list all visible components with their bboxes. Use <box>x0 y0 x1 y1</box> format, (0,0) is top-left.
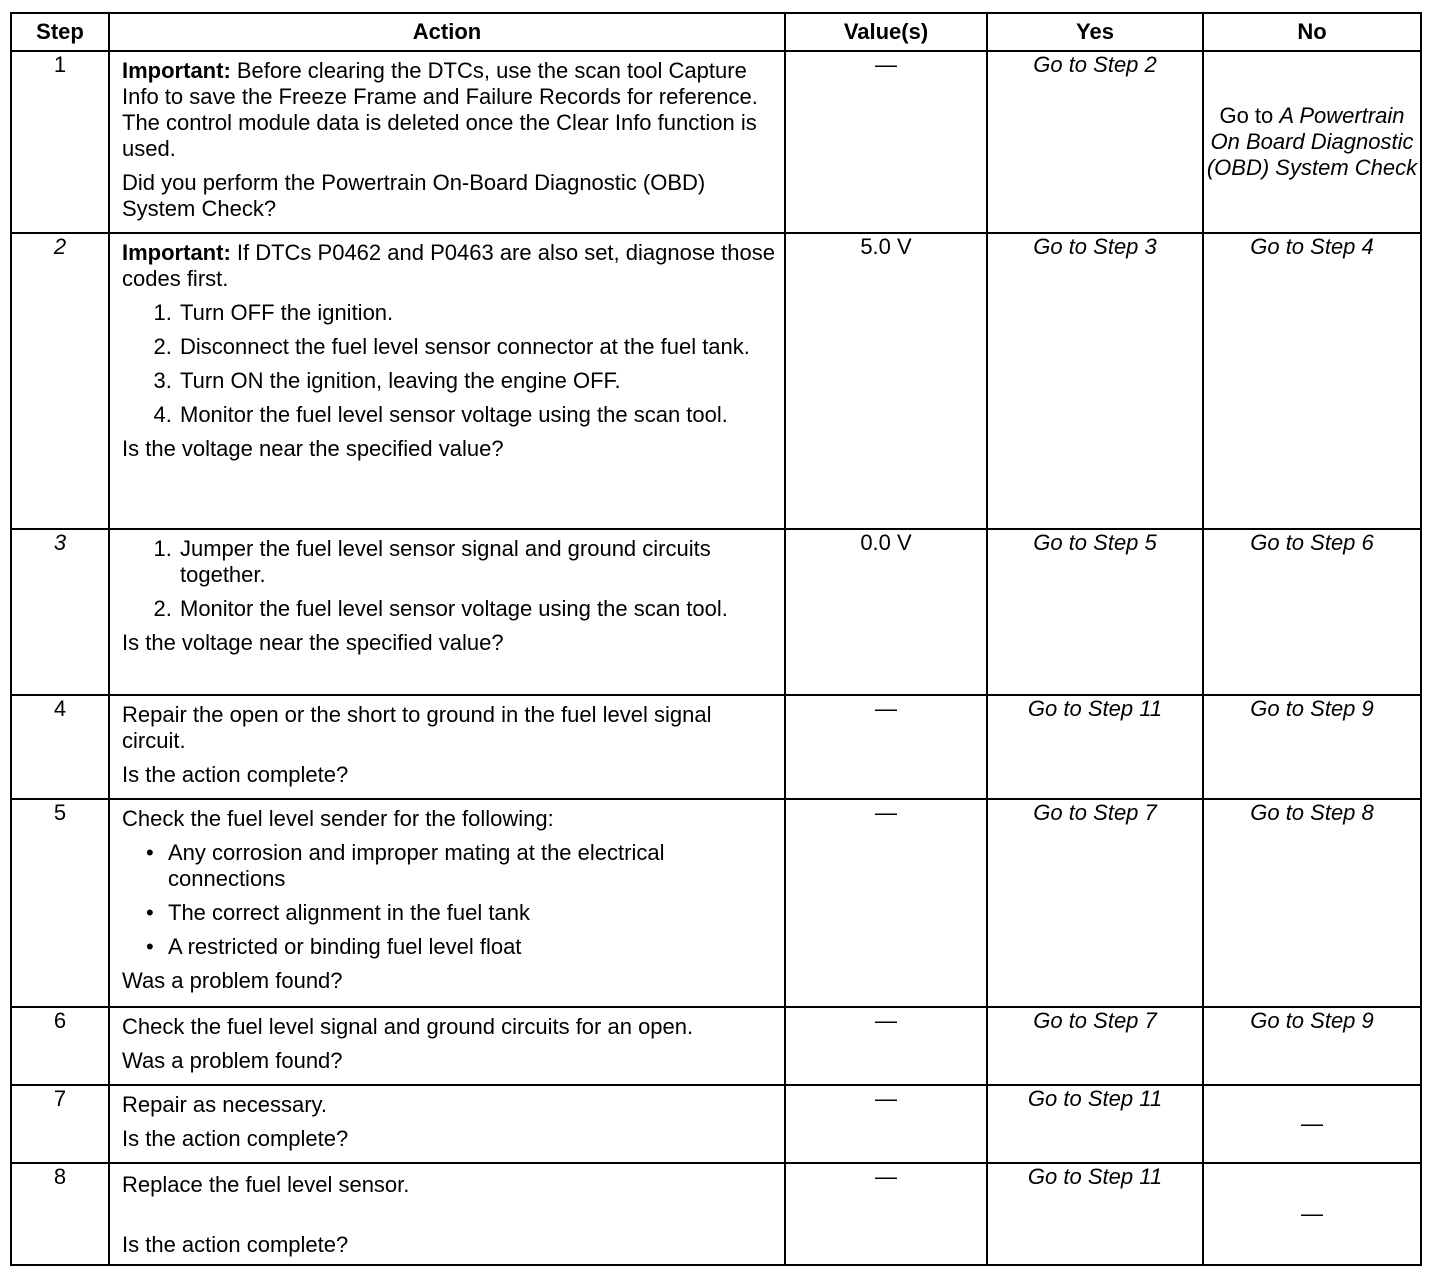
diagnostic-table <box>10 12 1422 1266</box>
step-number: 4 <box>11 695 109 799</box>
action-cell <box>109 51 785 233</box>
value-cell: — <box>785 1163 987 1265</box>
table-row <box>11 1007 1421 1085</box>
table-row <box>11 233 1421 529</box>
yes-cell[interactable]: Go to Step 7 <box>987 1007 1203 1085</box>
table-row <box>11 529 1421 695</box>
action-text: Repair as necessary. <box>122 1092 328 1117</box>
list-item: 3. Turn ON the ignition, leaving the engine OFF. <box>178 368 776 394</box>
header-no: No <box>1203 13 1421 51</box>
list-item: • Any corrosion and improper mating at the electrical connections <box>168 840 776 892</box>
no-cell[interactable]: Go to Step 8 <box>1203 799 1421 1007</box>
header-yes: Yes <box>987 13 1203 51</box>
action-question: Is the voltage near the specified value? <box>122 436 504 461</box>
action-question: Is the action complete? <box>122 762 349 787</box>
step-number: 5 <box>11 799 109 1007</box>
action-cell <box>109 695 785 799</box>
action-text: Check the fuel level signal and ground circuits for an open. <box>122 1014 694 1039</box>
action-text: Replace the fuel level sensor. <box>122 1172 410 1197</box>
action-question: Did you perform the Powertrain On-Board Diagnostic (OBD) System Check? <box>122 170 706 221</box>
action-question: Is the voltage near the specified value? <box>122 630 504 655</box>
important-text: Before clearing the DTCs, use the scan tool Capture Info to save the Freeze Frame and Failure Records for reference. The control module data is deleted once the Clear Info function is used. <box>122 58 758 161</box>
no-link[interactable]: A Powertrain On Board Diagnostic (OBD) System Check <box>1206 103 1418 180</box>
value-cell: — <box>785 695 987 799</box>
list-item: 2. Monitor the fuel level sensor voltage using the scan tool. <box>178 596 776 622</box>
procedure-list <box>122 536 776 622</box>
action-cell <box>109 529 785 695</box>
action-cell <box>109 1007 785 1085</box>
header-row <box>11 13 1421 51</box>
step-number: 8 <box>11 1163 109 1265</box>
table-row <box>11 799 1421 1007</box>
step-number: 2 <box>11 233 109 529</box>
yes-cell[interactable]: Go to Step 11 <box>987 1085 1203 1163</box>
action-cell <box>109 1085 785 1163</box>
yes-cell[interactable]: Go to Step 2 <box>987 51 1203 233</box>
list-item: 4. Monitor the fuel level sensor voltage using the scan tool. <box>178 402 776 428</box>
yes-cell[interactable]: Go to Step 11 <box>987 695 1203 799</box>
action-question: Is the action complete? <box>122 1232 349 1257</box>
action-text: Repair the open or the short to ground in the fuel level signal circuit. <box>122 702 712 753</box>
important-label: Important: <box>122 58 231 83</box>
value-cell: 0.0 V <box>785 529 987 695</box>
no-prefix: Go to <box>1219 103 1280 128</box>
yes-cell[interactable]: Go to Step 7 <box>987 799 1203 1007</box>
important-label: Important: <box>122 240 231 265</box>
yes-cell[interactable]: Go to Step 5 <box>987 529 1203 695</box>
list-item: • A restricted or binding fuel level float <box>168 934 776 960</box>
action-text: Check the fuel level sender for the following: <box>122 806 554 831</box>
step-number: 7 <box>11 1085 109 1163</box>
no-cell[interactable]: Go to Step 4 <box>1203 233 1421 529</box>
value-cell: — <box>785 1007 987 1085</box>
action-cell <box>109 1163 785 1265</box>
action-question: Was a problem found? <box>122 1048 343 1073</box>
action-question: Is the action complete? <box>122 1126 349 1151</box>
yes-cell[interactable]: Go to Step 11 <box>987 1163 1203 1265</box>
no-cell: — <box>1203 1163 1421 1265</box>
important-note <box>122 240 776 292</box>
important-note <box>122 58 776 162</box>
action-cell <box>109 799 785 1007</box>
no-cell[interactable]: Go to Step 9 <box>1203 695 1421 799</box>
table-row <box>11 695 1421 799</box>
value-cell: 5.0 V <box>785 233 987 529</box>
step-number: 6 <box>11 1007 109 1085</box>
list-item: 2. Disconnect the fuel level sensor connector at the fuel tank. <box>178 334 776 360</box>
no-cell: — <box>1203 1085 1421 1163</box>
header-action: Action <box>109 13 785 51</box>
value-cell: — <box>785 799 987 1007</box>
table-row <box>11 51 1421 233</box>
list-item: 1. Turn OFF the ignition. <box>178 300 776 326</box>
action-question: Was a problem found? <box>122 968 343 993</box>
list-item: • The correct alignment in the fuel tank <box>168 900 776 926</box>
check-list <box>122 840 776 960</box>
header-step: Step <box>11 13 109 51</box>
table-row <box>11 1085 1421 1163</box>
no-cell[interactable]: Go to Step 9 <box>1203 1007 1421 1085</box>
procedure-list <box>122 300 776 428</box>
header-values: Value(s) <box>785 13 987 51</box>
value-cell: — <box>785 1085 987 1163</box>
value-cell: — <box>785 51 987 233</box>
action-cell <box>109 233 785 529</box>
step-number: 3 <box>11 529 109 695</box>
no-cell[interactable] <box>1203 51 1421 233</box>
list-item: 1. Jumper the fuel level sensor signal and ground circuits together. <box>178 536 776 588</box>
table-row <box>11 1163 1421 1265</box>
important-text: If DTCs P0462 and P0463 are also set, diagnose those codes first. <box>122 240 775 291</box>
no-cell[interactable]: Go to Step 6 <box>1203 529 1421 695</box>
yes-cell[interactable]: Go to Step 3 <box>987 233 1203 529</box>
step-number: 1 <box>11 51 109 233</box>
